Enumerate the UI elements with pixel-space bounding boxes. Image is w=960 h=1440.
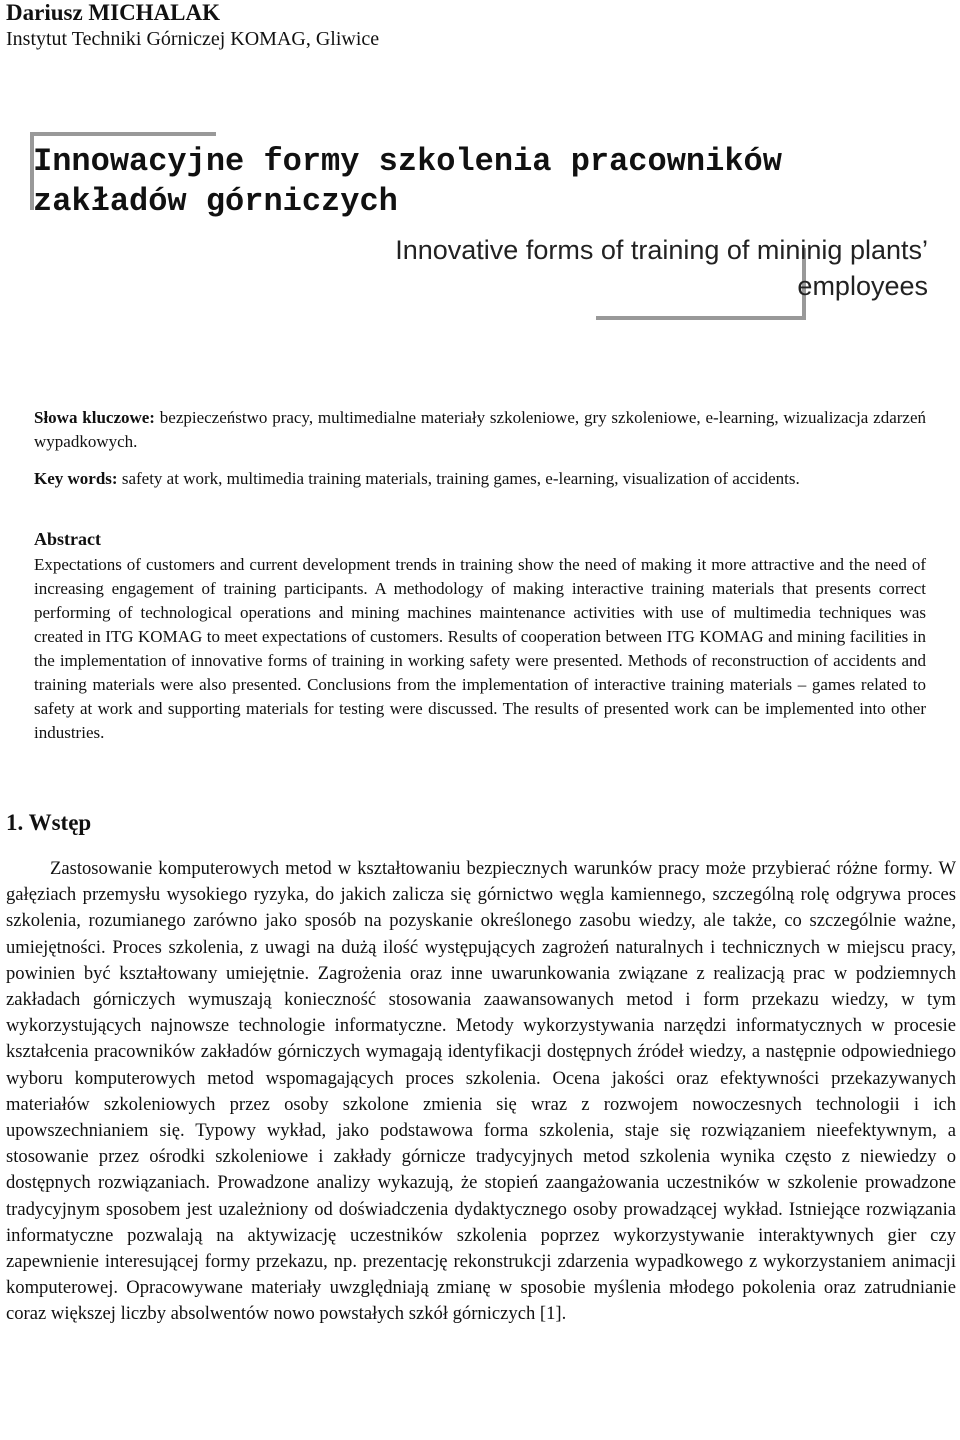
keywords-english-label: Key words: [34,469,118,488]
keywords-english [34,467,926,491]
keywords-polish [34,406,926,454]
introduction-paragraph [6,856,956,1328]
title-frame-bottom-right-horizontal [596,316,806,320]
title-english: Innovative forms of training of mininig plants’ employees [395,235,928,301]
title-polish: Innowacyjne formy szkolenia pracowników zakładów górniczych [33,143,782,220]
author-name: Dariusz MICHALAK [6,0,221,25]
keywords-english-text: safety at work, multimedia training materials, training games, e-learning, visualization of accidents. [121,469,800,488]
abstract-heading: Abstract [34,529,101,549]
introduction-text: Zastosowanie komputerowych metod w kształtowaniu bezpiecznych warunków pracy może przybierać różne formy. W gałęziach przemysłu wysokiego ryzyka, do jakich zalicza się górnictwo węgla kamiennego, szczególną rolę odgrywa proces szkolenia, rozumianego zarówno jako sposób na pozyskanie określonego zasobu wiedzy, ale także, co szczególnie ważne, umiejętności. Proces szkolenia, z uwagi na dużą ilość występujących zagrożeń naturalnych i technicznych w miejscu pracy, powinien być kształtowany umiejętnie. Zagrożenia oraz inne uwarunkowania związane z realizacją prac w podziemnych zakładach górniczych wymuszają konieczność stosowania zaawansowanych metod i form przekazu wiedzy, w tym wykorzystujących najnowsze technologie informatyczne. Metody wykorzystywania narzędzi informatycznych w procesie kształcenia pracowników zakładów górniczych wymagają identyfikacji dostępnych źródeł wiedzy, a następnie odpowiedniego wyboru komputerowych metod wspomagających proces szkolenia. Ocena jakości oraz efektywności przekazywanych materiałów szkoleniowych przez osoby szkolone zmienia się wraz z rozwojem nowoczesnych technologii i ich upowszechnianiem się. Typowy wykład, jako podstawowa forma szkolenia, staje się rozwiązaniem nieefektywnym, a stosowanie przez ośrodki szkoleniowe i zakłady górnicze tradycyjnych metod szkolenia wynika często z niewiedzy o dostępnych rozwiązaniach. Prowadzone analizy wykazują, że stopień zaangażowania uczestników w szkolenie prowadzone tradycyjnym sposobem jest uzależniony od doświadczenia dydaktycznego osoby prowadzącej wykład. Istniejące rozwiązania informatyczne pozwalają na aktywizację uczestników szkolenia poprzez wykorzystywanie interaktywnych gier czy zapewnienie interesującej formy przekazu, np. prezentację rekonstrukcji zdarzenia wypadkowego z wykorzystaniem animacji komputerowej. Opracowywane materiały uwzględniają zmianę w sposobie myślenia młodego pokolenia oraz zatrudnianie coraz większej liczby absolwentów nowo powstałych szkół górniczych [1]. [6,858,956,1325]
keywords-polish-label: Słowa kluczowe: [34,408,155,427]
section-heading-introduction: 1. Wstęp [6,810,92,835]
keywords-polish-text: bezpieczeństwo pracy, multimedialne materiały szkoleniowe, gry szkoleniowe, e-learning, wizualizacja zdarzeń wypadkowych. [34,408,926,451]
abstract-text: Expectations of customers and current development trends in training show the need of making it more attractive and the need of increasing engagement of training participants. A methodology of making interactive training materials that presents correct performing of technological operations and mining machines maintenance activities with use of multimedia techniques was created in ITG KOMAG to meet expectations of customers. Results of cooperation between ITG KOMAG and mining facilities in the implementation of innovative forms of training in working safety were presented. Methods of reconstruction of accidents and training materials were also presented. Conclusions from the implementation of interactive training materials – games related to safety at work and supporting materials for testing were discussed. The results of presented work can be implemented into other industries. [34,555,926,742]
title-frame-top-left-horizontal [30,132,216,136]
author-affiliation: Instytut Techniki Górniczej KOMAG, Gliwice [6,28,380,50]
